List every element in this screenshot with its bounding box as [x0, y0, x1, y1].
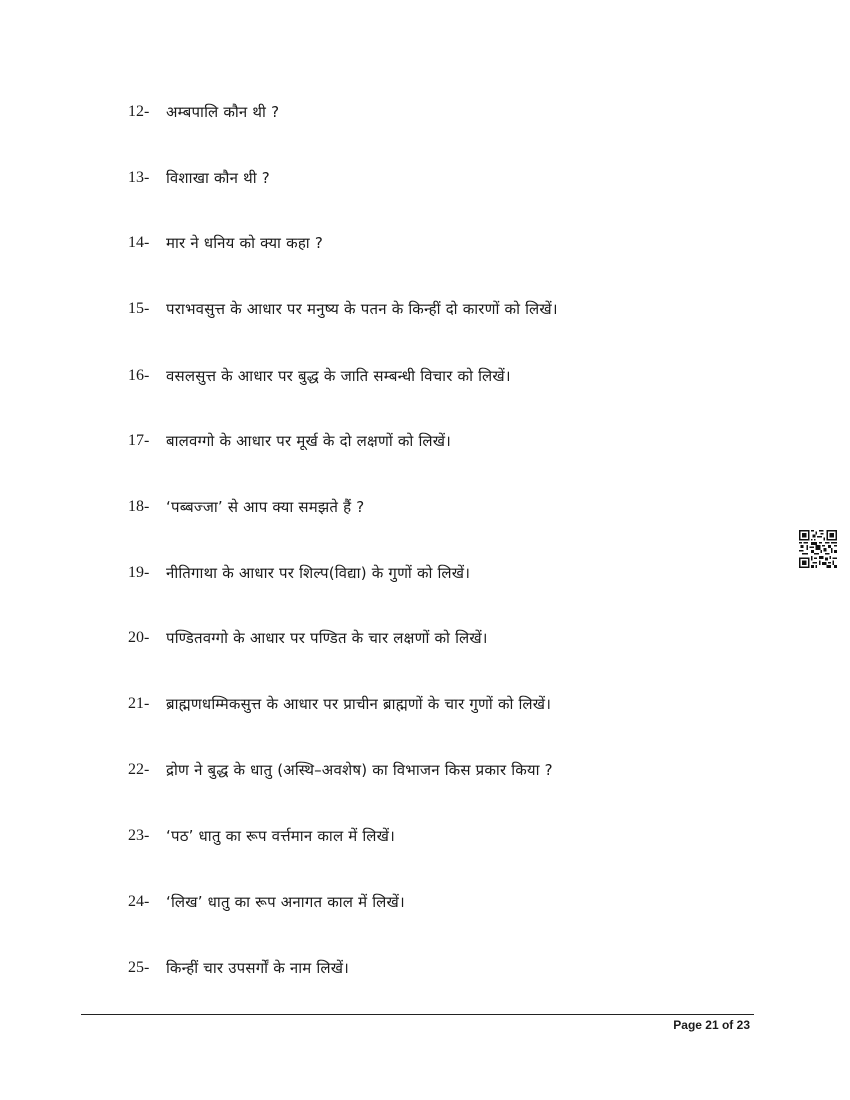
- question-number: 19-: [128, 564, 150, 581]
- question-text: ‘पब्बज्जा’ से आप क्या समझते हैं ?: [166, 498, 365, 516]
- question-number: 23-: [128, 827, 150, 844]
- question-number: 13-: [128, 169, 150, 186]
- page-current: 21: [705, 1018, 719, 1032]
- question-item: [128, 364, 768, 388]
- question-item: [128, 626, 768, 650]
- question-number: 24-: [128, 893, 150, 910]
- question-text: पराभवसुत्त के आधार पर मनुष्य के पतन के किन्हीं दो कारणों को लिखें।: [166, 300, 558, 318]
- question-text: बालवग्गो के आधार पर मूर्ख के दो लक्षणों को लिखें।: [166, 432, 452, 450]
- question-item: [128, 758, 768, 782]
- question-text: पण्डितवग्गो के आधार पर पण्डित के चार लक्षणों को लिखें।: [166, 629, 488, 647]
- question-item: [128, 231, 768, 255]
- footer-divider: [81, 1014, 754, 1015]
- question-number: 16-: [128, 367, 150, 384]
- question-item: [128, 824, 768, 848]
- question-number: 25-: [128, 959, 150, 976]
- question-number: 20-: [128, 629, 150, 646]
- qr-code-graphic: [799, 530, 837, 568]
- question-text: ‘पठ’ धातु का रूप वर्त्तमान काल में लिखें।: [166, 827, 396, 845]
- question-number: 14-: [128, 234, 150, 251]
- question-text: अम्बपालि कौन थी ?: [166, 103, 280, 121]
- question-text: द्रोण ने बुद्ध के धातु (अस्थि–अवशेष) का विभाजन किस प्रकार किया ?: [166, 761, 553, 779]
- question-item: [128, 100, 768, 124]
- question-text: किन्हीं चार उपसर्गों के नाम लिखें।: [166, 959, 350, 977]
- question-text: नीतिगाथा के आधार पर शिल्प(विद्या) के गुणों को लिखें।: [166, 564, 471, 582]
- page-of: of: [718, 1018, 737, 1032]
- question-item: [128, 166, 768, 190]
- question-text: विशाखा कौन थी ?: [166, 169, 270, 187]
- question-number: 21-: [128, 695, 150, 712]
- question-number: 12-: [128, 103, 150, 120]
- question-text: वसलसुत्त के आधार पर बुद्ध के जाति सम्बन्धी विचार को लिखें।: [166, 367, 511, 385]
- question-item: [128, 561, 768, 585]
- question-item: [128, 890, 768, 914]
- question-text: ब्राह्मणधम्मिकसुत्त के आधार पर प्राचीन ब्राह्मणों के चार गुणों को लिखें।: [166, 695, 552, 713]
- page-number: [640, 1018, 750, 1032]
- question-number: 22-: [128, 761, 150, 778]
- question-item: [128, 297, 768, 321]
- qr-code-icon: [799, 530, 837, 568]
- question-number: 15-: [128, 300, 150, 317]
- page-prefix: Page: [673, 1018, 706, 1032]
- question-item: [128, 956, 768, 980]
- question-item: [128, 495, 768, 519]
- question-item: [128, 692, 768, 716]
- question-number: 17-: [128, 432, 150, 449]
- question-text: ‘लिख’ धातु का रूप अनागत काल में लिखें।: [166, 893, 405, 911]
- question-text: मार ने धनिय को क्या कहा ?: [166, 234, 324, 252]
- question-number: 18-: [128, 498, 150, 515]
- question-item: [128, 429, 768, 453]
- page-total: 23: [736, 1018, 750, 1032]
